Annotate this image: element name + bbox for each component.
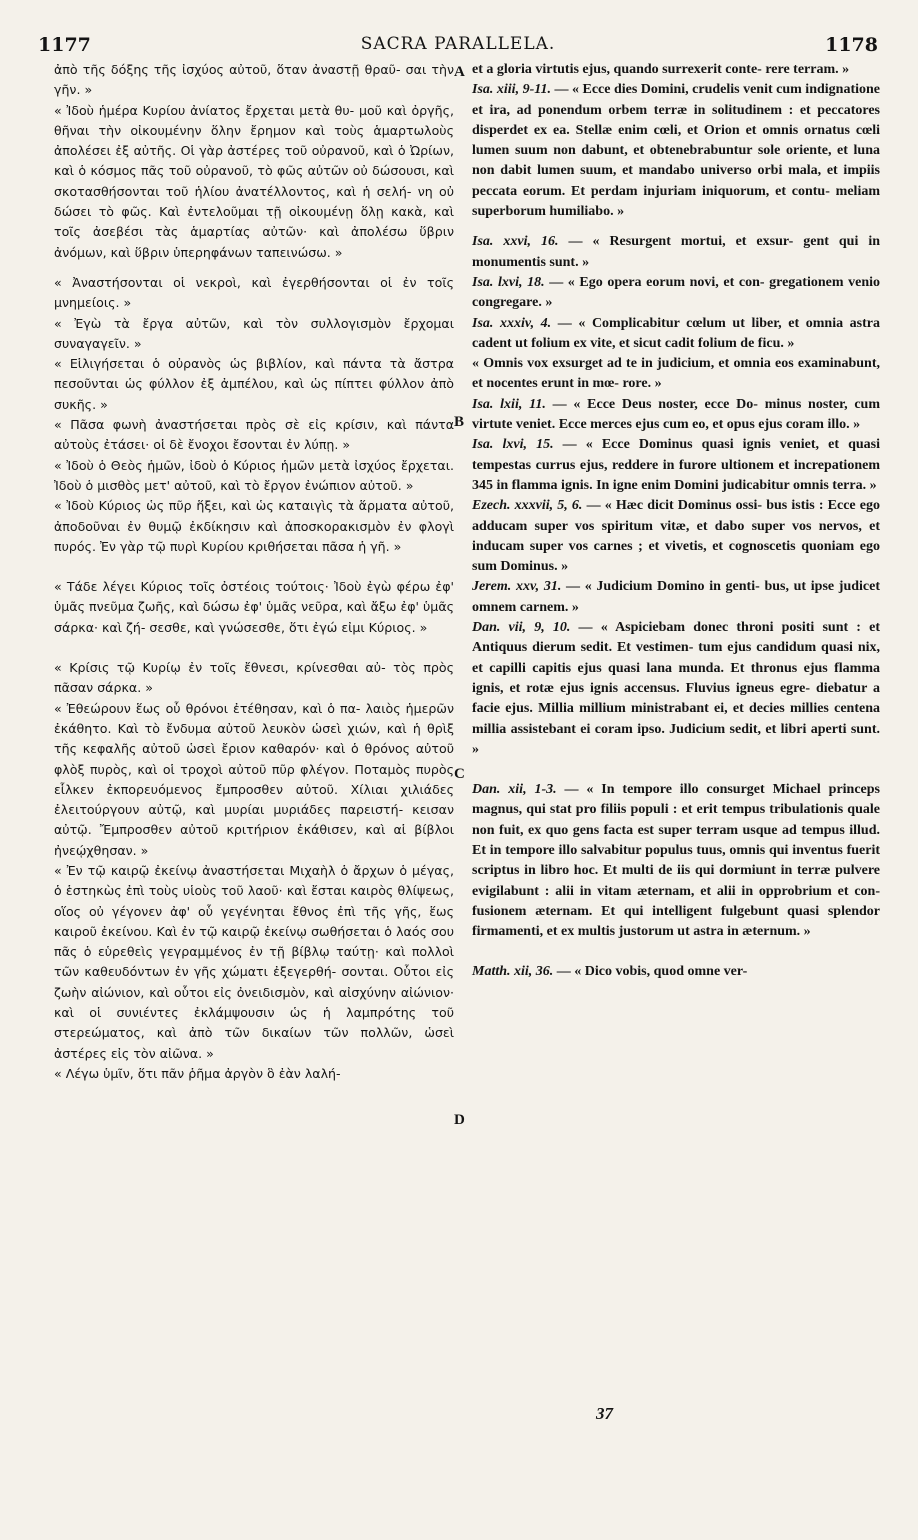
margin-letter-c: C xyxy=(454,766,465,782)
latin-paragraph: Isa. lxvi, 15. — « Ecce Dominus quasi ignis veniet, et quasi tempestas currus ejus, reddere in furore ultionem et increpationem 345 in flamma ignis. In igne enim Domini judicabitur omnis terra. » xyxy=(472,437,881,493)
scripture-reference: Isa. lxvi, 15. xyxy=(472,437,554,453)
greek-paragraph: « Εἱλιγήσεται ὁ οὐρανὸς ὡς βιβλίον, καὶ πάντα τὰ ἄστρα πεσοῦνται ὡς φύλλον ἐξ ἀμπέλου, καὶ ὡς πίπτει φύλλον ἀπὸ συκῆς. » xyxy=(54,356,454,412)
latin-paragraph: Isa. lxvi, 18. — « Ego opera eorum novi, et con- gregationem venio congregare. » xyxy=(472,274,881,311)
left-column-number: 1177 xyxy=(38,34,91,56)
latin-paragraph: « Omnis vox exsurget ad te in judicium, et omnia eos examinabunt, et nocentes erunt in mœ- rore. » xyxy=(472,356,880,392)
greek-paragraph: « Ἐθεώρουν ἕως οὗ θρόνοι ἐτέθησαν, καὶ ὁ πα- λαιὸς ἡμερῶν ἐκάθητο. Καὶ τὸ ἔνδυμα αὐτοῦ λευκὸν ὡσεὶ χιών, καὶ ἡ θρὶξ τῆς κεφαλῆς αὐτοῦ ὡσεὶ ἔριον καθαρόν· καὶ ὁ θρόνος αὐτοῦ φλὸξ πυρὸς, καὶ οἱ τροχοὶ αὐτοῦ πῦρ φλέγον. Ποταμὸς πυρὸς εἷλκεν ἐκπορευόμενος ἔμπροσθεν αὐτοῦ. Χίλιαι χιλιάδες ἐλειτούργουν αὐτῷ, καὶ μυρίαι μυριάδες παρειστή- κεισαν αὐτῷ. Ἔμπροσθεν αὐτοῦ κριτήριον ἐκάθισεν, καὶ αἱ βίβλοι ἠνεῴχθησαν. » xyxy=(54,700,454,858)
scripture-reference: Ezech. xxxvii, 5, 6. xyxy=(472,498,583,514)
right-column-number: 1178 xyxy=(825,34,878,56)
running-header xyxy=(38,34,878,58)
running-title: SACRA PARALLELA. xyxy=(360,34,556,54)
scripture-reference: Isa. xxvi, 16. xyxy=(472,234,559,250)
latin-paragraph: Matth. xii, 36. — « Dico vobis, quod omne ver- xyxy=(472,964,748,980)
latin-paragraph: Isa. xiii, 9-11. — « Ecce dies Domini, crudelis venit cum indignatione et ira, ad ponendum orbem terræ in solitudinem : et peccatores disperdet ex ea. Stellæ enim cœli, et Orion et omnis ornatus cœli lumen suum non dabunt, et obtenebrabuntur sole oriente, et luna non dabit lumen suum, et mandabo universo orbi mala, et impiis peccata eorum. Et perdam injuriam iniquorum, et contu- meliam superborum humiliabo. » xyxy=(472,82,880,220)
greek-paragraph: « Πᾶσα φωνὴ ἀναστήσεται πρὸς σὲ εἰς κρίσιν, καὶ πάντα αὐτοὺς ἐτάσει· οἱ δὲ ἔνοχοι ἔσονται ἐν λύπῃ. » xyxy=(54,417,454,453)
greek-paragraph: « Τάδε λέγει Κύριος τοῖς ὀστέοις τούτοις· Ἰδοὺ ἐγὼ φέρω ἐφ' ὑμᾶς πνεῦμα ζωῆς, καὶ δώσω ἐφ' ὑμᾶς νεῦρα, καὶ ἄξω ἐφ' ὑμᾶς σάρκα· καὶ ζή- σεσθε, καὶ γνώσεσθε, ὅτι ἐγώ εἰμι Κύριος. » xyxy=(54,579,455,635)
margin-letter-a: A xyxy=(454,64,465,80)
greek-paragraph: « Ἰδοὺ ὁ Θεὸς ἡμῶν, ἰδοὺ ὁ Κύριος ἡμῶν μετὰ ἰσχύος ἔρχεται. Ἰδοὺ ὁ μισθὸς μετ' αὐτοῦ, καὶ τὸ ἔργον ἐνώπιον αὐτοῦ. » xyxy=(54,457,454,493)
latin-paragraph: Jerem. xxv, 31. — « Judicium Domino in genti- bus, ut ipse judicet omnem carnem. » xyxy=(472,579,880,615)
greek-paragraph: « Ἰδοὺ Κύριος ὡς πῦρ ἥξει, καὶ ὡς καταιγὶς τὰ ἅρματα αὐτοῦ, ἀποδοῦναι ἐν θυμῷ ἐκδίκησιν καὶ ἀποσκορακισμὸν ἐν φλογὶ πυρός. Ἐν γὰρ τῷ πυρὶ Κυρίου κριθήσεται πᾶσα ἡ γῆ. » xyxy=(54,498,454,554)
greek-column xyxy=(54,60,454,1084)
scripture-reference: Isa. xiii, 9-11. xyxy=(472,82,551,98)
scripture-reference: Isa. lxii, 11. xyxy=(472,396,546,412)
latin-paragraph: et a gloria virtutis ejus, quando surrexerit conte- rere terram. » xyxy=(472,62,850,77)
latin-column xyxy=(472,60,880,983)
latin-paragraph: Isa. lxii, 11. — « Ecce Deus noster, ecce Do- minus noster, cum virtute veniet. Ecce merces ejus cum eo, et opus ejus coram illo. » xyxy=(472,396,881,433)
greek-paragraph: « Ἰδοὺ ἡμέρα Κυρίου ἀνίατος ἔρχεται μετὰ θυ- μοῦ καὶ ὀργῆς, θῆναι τὴν οἰκουμένην ὅλην ἔρημον καὶ τοὺς ἁμαρτωλοὺς ἀπολέσει ἐξ αὐτῆς. Οἱ γὰρ ἀστέρες τοῦ οὐρανοῦ, καὶ ὁ Ὠρίων, καὶ ὁ κόσμος πᾶς τοῦ οὐρανοῦ, τὸ φῶς αὐτῶν οὐ δώσουσι, καὶ σκοτασθήσονται τοῦ ἡλίου ἀνατέλλοντος, καὶ ἡ σελή- νη οὐ δώσει τὸ φῶς. Καὶ ἐντελοῦμαι τῇ οἰκουμένῃ ὅλῃ κακὰ, καὶ τοῖς ἀσεβέσι τὰς ἁμαρτίας αὐτῶν· καὶ ἀπολέσω ὕβριν ἀνόμων, καὶ ὕβριν ὑπερηφάνων ταπεινώσω. » xyxy=(54,102,454,260)
latin-paragraph: Dan. xii, 1-3. — « In tempore illo consurget Michael princeps magnus, qui stat pro filiis populi : et erit tempus tribulationis quale non fuit, ex quo gens facta est super terram usque ad tempus illud. Et in tempore illo salvabitur populus tuus, omnis qui inventus fuerit scriptus in libro hoc. Et multi de iis qui dormiunt in terræ pulvere evigilabunt : alii in vitam æternam, et alii in opprobrium et con- fusionem æternam. Et qui intelligent fulgebunt quasi splendor firmamenti, et ex multis justorum ut astra in æternum. » xyxy=(472,782,880,940)
scripture-reference: Jerem. xxv, 31. xyxy=(472,579,562,595)
margin-letter-b: B xyxy=(454,414,465,430)
scripture-reference: Isa. lxvi, 18. xyxy=(472,274,545,290)
latin-paragraph: Isa. xxxiv, 4. — « Complicabitur cœlum ut liber, et omnia astra cadent ut folium ex vite, et sicut cadit folium de ficu. » xyxy=(472,315,880,351)
greek-paragraph: « Ἐγὼ τὰ ἔργα αὐτῶν, καὶ τὸν συλλογισμὸν ἔρχομαι συναγαγεῖν. » xyxy=(54,315,454,351)
scripture-reference: Dan. xii, 1-3. xyxy=(472,782,557,798)
latin-paragraph: Isa. xxvi, 16. — « Resurgent mortui, et exsur- gent qui in monumentis sunt. » xyxy=(472,234,880,270)
greek-paragraph: « Ἀναστήσονται οἱ νεκροὶ, καὶ ἐγερθήσονται οἱ ἐν τοῖς μνημείοις. » xyxy=(54,274,454,311)
greek-paragraph: « Ἐν τῷ καιρῷ ἐκείνῳ ἀναστήσεται Μιχαὴλ ὁ ἄρχων ὁ μέγας, ὁ ἑστηκὼς ἐπὶ τοὺς υἱοὺς τοῦ λαοῦ· καὶ ἔσται καιρὸς θλίψεως, οἵος οὐ γέγονεν ἀφ' οὗ γεγένηται ἔθνος ἐπὶ τῆς γῆς, ἕως καιροῦ ἐκείνου. Καὶ ἐν τῷ καιρῷ ἐκείνῳ σωθήσεται ὁ λαός σου πᾶς ὁ εὑρεθεὶς γεγραμμένος ἐν τῇ βίβλῳ ταύτῃ· καὶ πολλοὶ τῶν καθευδόντων ἐν γῆς χώματι ἐξεγερθή- σονται. Οὗτοι εἰς ζωὴν αἰώνιον, καὶ οὗτοι εἰς ὀνειδισμὸν, καὶ αἰσχύνην αἰώνιον· καὶ οἱ συνιέντες ἐκλάμψουσιν ὡς ἡ λαμπρότης τοῦ στερεώματος, καὶ ἀπὸ τῶν δικαίων τῶν πολλῶν, ὡσεὶ ἀστέρες εἰς τὸν αἰῶνα. » xyxy=(54,862,454,1061)
margin-letter-d: D xyxy=(454,1112,465,1128)
greek-paragraph: ἀπὸ τῆς δόξης τῆς ἰσχύος αὐτοῦ, ὅταν ἀναστῇ θραῦ- σαι τὴν γῆν. » xyxy=(54,62,454,98)
latin-paragraph: Ezech. xxxvii, 5, 6. — « Hæc dicit Dominus ossi- bus istis : Ecce ego adducam super vos spiritum vitæ, et dabo super vos nervos, et inducam super vos carnes ; et vivetis, et cognoscetis quoniam ego sum Dominus. » xyxy=(472,498,880,575)
scripture-reference: Dan. vii, 9, 10. xyxy=(472,620,571,636)
latin-paragraph: Dan. vii, 9, 10. — « Aspiciebam donec throni positi sunt : et Antiquus dierum sedit. Et vestimen- tum ejus candidum quasi nix, et capilli capitis ejus quasi lana munda. Et thronus ejus flamma ignis, et rotæ ejus ignis accensus. Fluvius igneus egre- diebatur a facie ejus. Millia millium ministrabant ei, et decies millies centena millia assistebant ei coram ipso. Judicium sedit, et libri aperti sunt. » xyxy=(472,620,881,757)
scripture-reference: Isa. xxxiv, 4. xyxy=(472,315,552,331)
greek-paragraph: « Λέγω ὑμῖν, ὅτι πᾶν ῥῆμα ἀργὸν ὃ ἐὰν λαλή- xyxy=(54,1065,341,1081)
scripture-reference: Matth. xii, 36. xyxy=(472,964,554,980)
signature-mark: 37 xyxy=(596,1404,613,1423)
greek-paragraph: « Κρίσις τῷ Κυρίῳ ἐν τοῖς ἔθνεσι, κρίνεσθαι αὐ- τὸς πρὸς πᾶσαν σάρκα. » xyxy=(54,660,454,696)
